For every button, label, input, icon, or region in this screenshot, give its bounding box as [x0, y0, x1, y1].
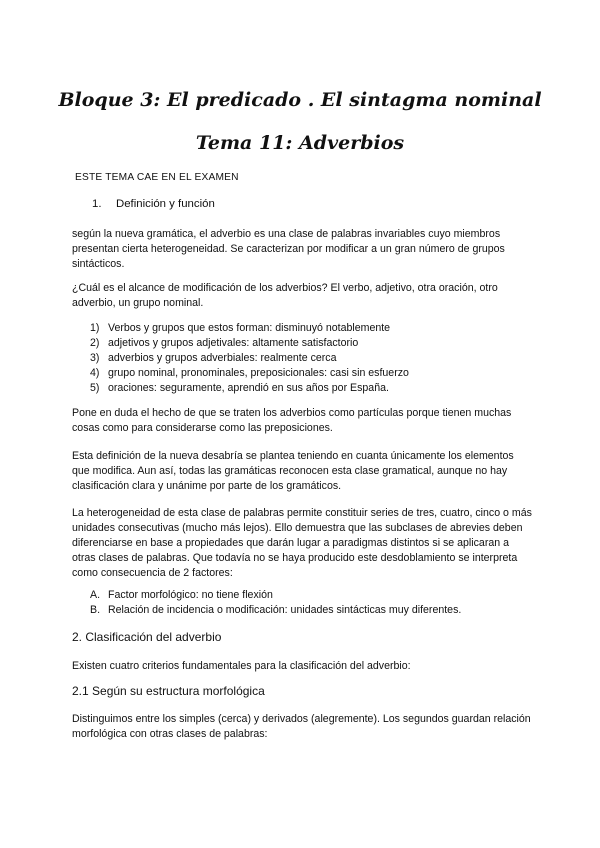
list-item — [90, 381, 409, 396]
scope-question-paragraph: ¿Cuál es el alcance de modificación de los adverbios? El verbo, adjetivo, otra oración, otro adverbio, un grupo nominal. — [72, 282, 498, 309]
list-text: Relación de incidencia o modificación: unidades sintácticas muy diferentes. — [108, 604, 462, 616]
list-item — [90, 366, 409, 381]
section-2-heading: 2. Clasificación del adverbio — [72, 630, 222, 644]
list-item — [90, 321, 409, 336]
list-text: adverbios y grupos adverbiales: realmente cerca — [108, 352, 337, 364]
section-2-1-heading: 2.1 Según su estructura morfológica — [72, 684, 265, 698]
list-marker: 4) — [90, 367, 100, 379]
list-text: adjetivos y grupos adjetivales: altamente satisfactorio — [108, 337, 359, 349]
list-text: Verbos y grupos que estos forman: disminuyó notablemente — [108, 322, 391, 334]
factor-list — [90, 588, 461, 618]
definition-paragraph: según la nueva gramática, el adverbio es una clase de palabras invariables cuyo miembros presentan cierta heterogeneidad. Se caracterizan por modificar a un gran número de grupos sintácticos. — [72, 228, 505, 270]
list-text: grupo nominal, pronominales, preposicionales: casi sin esfuerzo — [108, 367, 409, 379]
criteria-paragraph: Existen cuatro criterios fundamentales para la clasificación del adverbio: — [72, 660, 411, 672]
heterogeneity-paragraph: La heterogeneidad de esta clase de palabras permite constituir series de tres, cuatro, cinco o más unidades consecutivas (mucho más lejos). Ello demuestra que las subclases de abrevies deben diferenciarse en base a propiedades que darán lugar a paradigmas distintos si se aplicaran a otras clases de palabras. Que todavía no se haya producido este desdoblamiento se interpreta como consecuencia de 2 factores: — [72, 507, 532, 579]
list-marker: 1) — [90, 322, 100, 334]
list-item — [90, 603, 461, 618]
list-marker: 2) — [90, 337, 100, 349]
section-1-heading — [92, 197, 215, 212]
exam-note: ESTE TEMA CAE EN EL EXAMEN — [75, 172, 239, 183]
list-marker: 3) — [90, 352, 100, 364]
list-item — [90, 588, 461, 603]
list-text: oraciones: seguramente, aprendió en sus años por España. — [108, 382, 389, 394]
topic-title: Tema 11: Adverbios — [195, 132, 405, 154]
section-1-label: Definición y función — [116, 198, 215, 210]
section-1-number: 1. — [92, 198, 102, 210]
list-marker: B. — [90, 604, 101, 616]
list-marker: A. — [90, 589, 101, 601]
classification-note-paragraph: Esta definición de la nueva desabría se plantea teniendo en cuanta únicamente los elementos que modifica. Aun así, todas las gramáticas reconocen esta clase gramatical, aunque no hay clasificación clara y unánime por parte de los gramáticos. — [72, 450, 514, 492]
particles-paragraph: Pone en duda el hecho de que se traten los adverbios como partículas porque tienen muchas cosas como para considerarse como las preposiciones. — [72, 407, 512, 434]
list-item — [90, 336, 409, 351]
morphology-paragraph: Distinguimos entre los simples (cerca) y derivados (alegremente). Los segundos guardan relación morfológica con otras clases de palabras: — [72, 713, 531, 740]
list-text: Factor morfológico: no tiene flexión — [108, 589, 273, 601]
scope-list — [90, 321, 409, 396]
block-title: Bloque 3: El predicado . El sintagma nominal — [58, 89, 542, 111]
list-item — [90, 351, 409, 366]
list-marker: 5) — [90, 382, 100, 394]
